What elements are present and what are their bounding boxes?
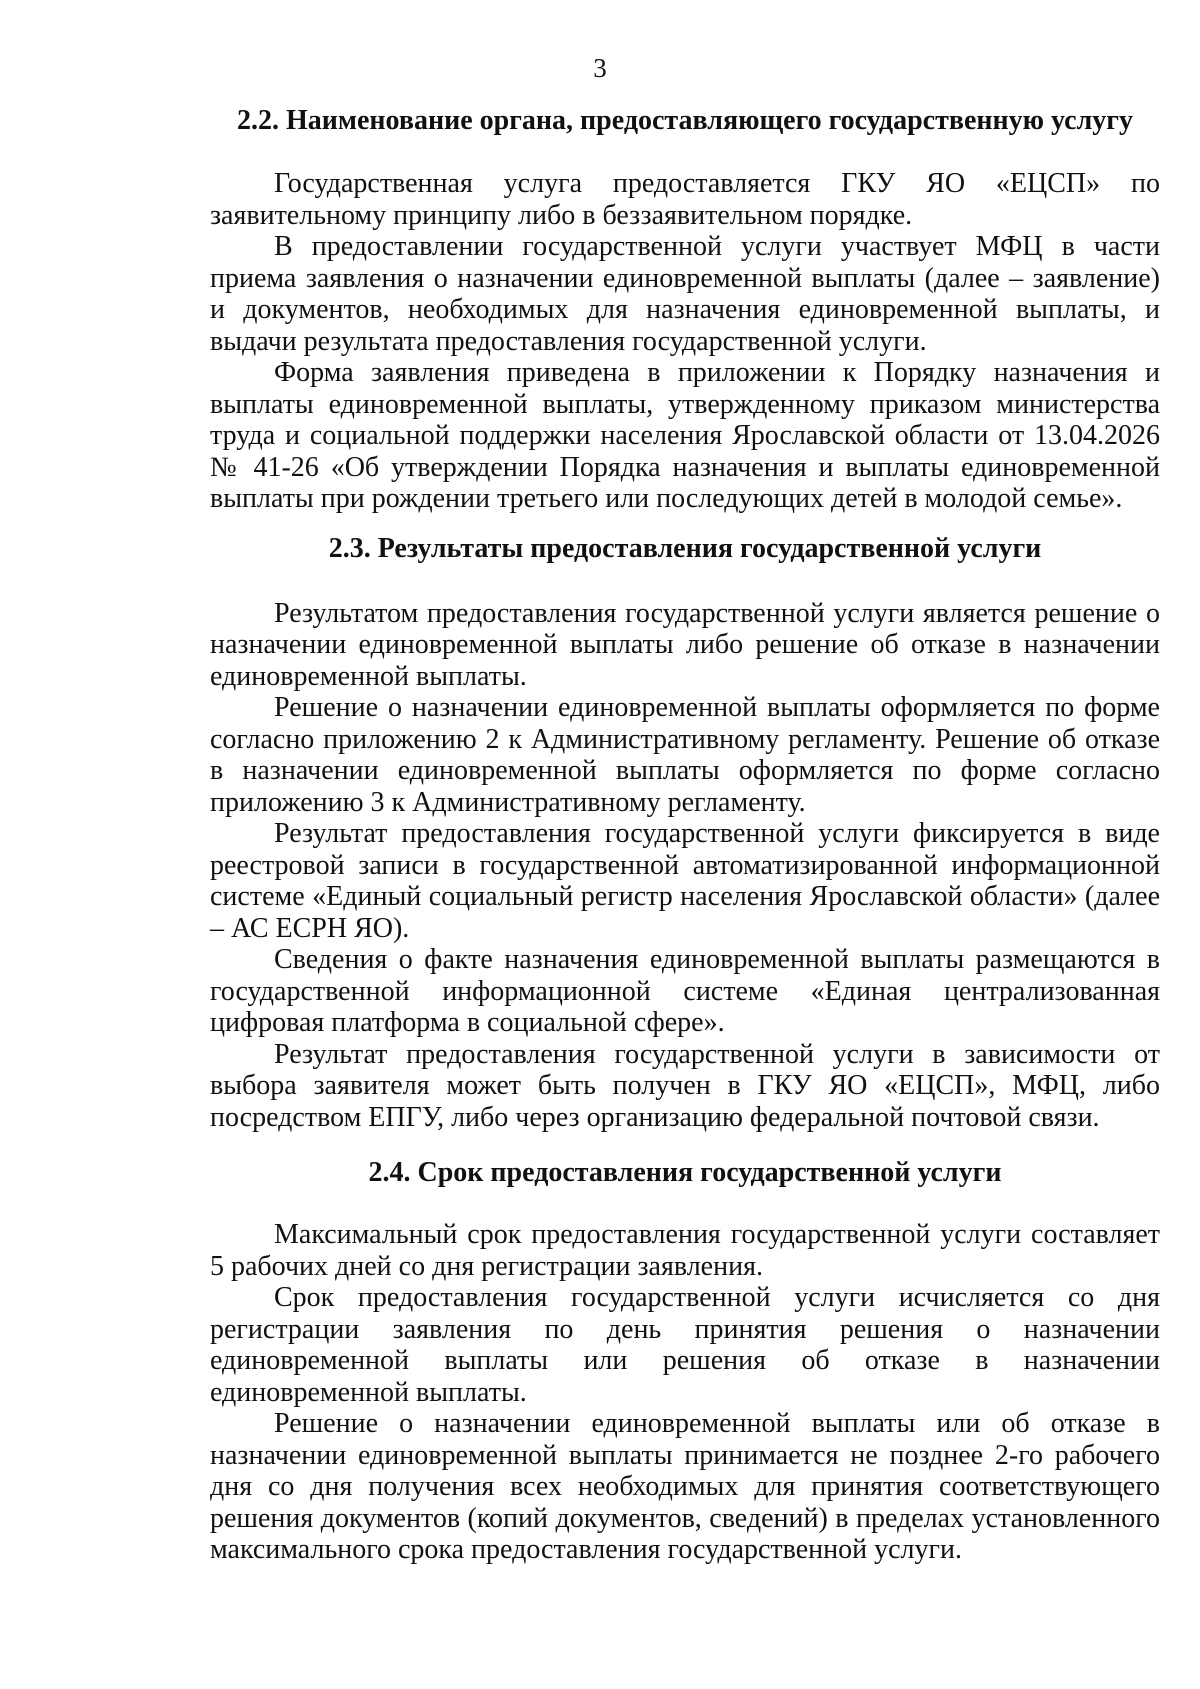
paragraph: Результат предоставления государственной услуги фиксируется в виде реестровой записи в государственной автоматизированной информационной системе «Единый социальный регистр населения Ярославской области» (далее – АС ЕСРН ЯО).	[210, 818, 1160, 944]
paragraph: Результат предоставления государственной услуги в зависимости от выбора заявителя может быть получен в ГКУ ЯО «ЕЦСП», МФЦ, либо посредством ЕПГУ, либо через организацию федеральной почтовой связи.	[210, 1038, 1160, 1133]
paragraph: Решение о назначении единовременной выплаты оформляется по форме согласно приложению 2 к Административному регламенту. Решение об отказе в назначении единовременной выплаты оформляется по форме согласно приложению 3 к Административному регламенту.	[210, 692, 1160, 818]
paragraph: Решение о назначении единовременной выплаты или об отказе в назначении единовременной выплаты принимается не позднее 2-го рабочего дня со дня получения всех необходимых для принятия соответствующего решения документов (копий документов, сведений) в пределах установленного максимального срока предоставления государственной услуги.	[210, 1408, 1160, 1565]
section-2-2	[210, 104, 1160, 515]
section-2-3	[210, 532, 1160, 1134]
page-number: 3	[593, 53, 607, 83]
paragraph: Максимальный срок предоставления государственной услуги составляет 5 рабочих дней со дня регистрации заявления.	[210, 1219, 1160, 1282]
section-title: 2.2. Наименование органа, предоставляющего государственную услугу	[236, 105, 1134, 136]
document-body	[210, 104, 1160, 1566]
paragraph: Результатом предоставления государственной услуги является решение о назначении единовременной выплаты либо решение об отказе в назначении единовременной выплаты.	[210, 597, 1160, 692]
section-title: 2.4. Срок предоставления государственной услуги	[368, 1157, 1002, 1188]
paragraph: Форма заявления приведена в приложении к Порядку назначения и выплаты единовременной выплаты, утвержденному приказом министерства труда и социальной поддержки населения Ярославской области от 13.04.2026 № 41-26 «Об утверждении Порядка назначения и выплаты единовременной выплаты при рождении третьего или последующих детей в молодой семье».	[210, 357, 1160, 514]
paragraph: Сведения о факте назначения единовременной выплаты размещаются в государственной информационной системе «Единая централизованная цифровая платформа в социальной сфере».	[210, 944, 1160, 1038]
section-title: 2.3. Результаты предоставления государственной услуги	[328, 532, 1042, 564]
paragraph: Срок предоставления государственной услуги исчисляется со дня регистрации заявления по день принятия решения о назначении единовременной выплаты или решения об отказе в назначении единовременной выплаты.	[210, 1282, 1160, 1408]
section-2-4	[210, 1156, 1160, 1566]
paragraph: Государственная услуга предоставляется ГКУ ЯО «ЕЦСП» по заявительному принципу либо в беззаявительном порядке.	[210, 168, 1160, 231]
paragraph: В предоставлении государственной услуги участвует МФЦ в части приема заявления о назначении единовременной выплаты (далее – заявление) и документов, необходимых для назначения единовременной выплаты, и выдачи результата предоставления государственной услуги.	[210, 231, 1160, 357]
